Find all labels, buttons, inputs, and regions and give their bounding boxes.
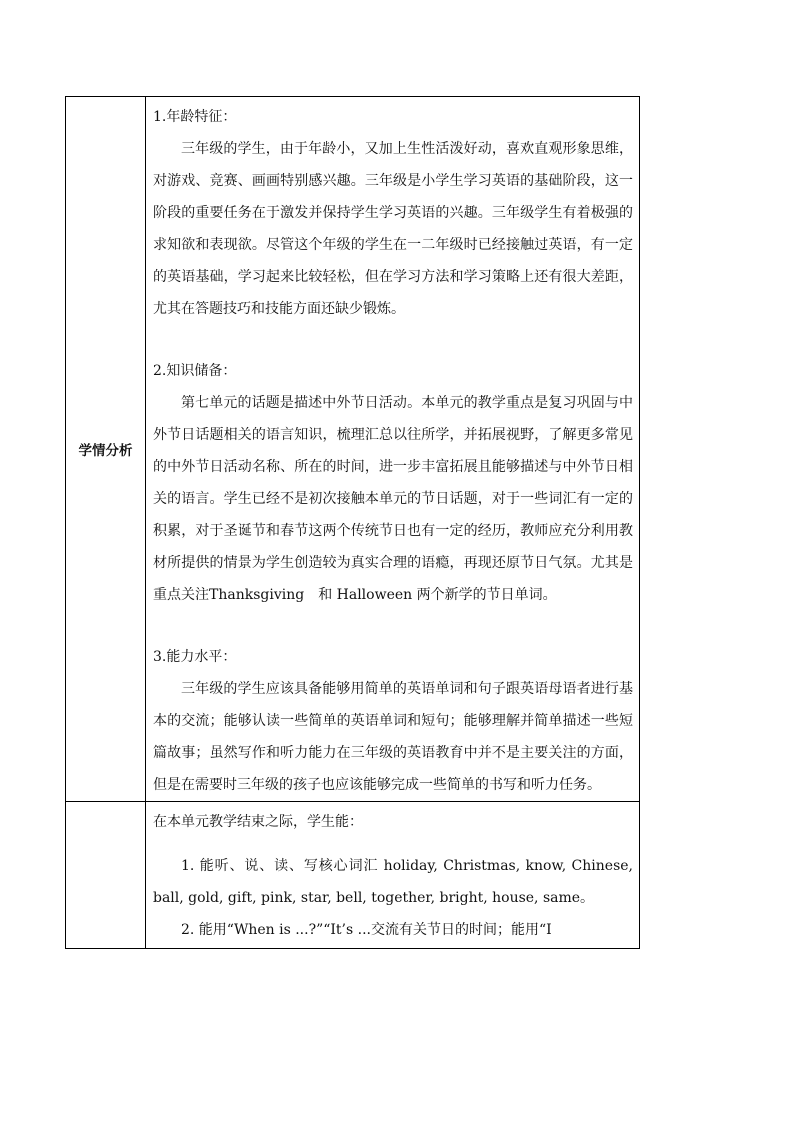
- section-title-ability: 3.能力水平：: [153, 649, 237, 665]
- objective-item-1: 1. 能听、说、读、写核心词汇 holiday, Christmas, know, Chinese, ball, gold, gift, pink, star, bell, together, bright, house, same。: [153, 858, 633, 906]
- section-title-knowledge: 2.知识储备：: [153, 363, 237, 379]
- table-row-objectives: [66, 802, 640, 949]
- objectives-content: [146, 802, 640, 949]
- lesson-plan-table: [65, 96, 640, 949]
- row-label-student-analysis: 学情分析: [66, 97, 146, 802]
- section-text-knowledge: 第七单元的话题是描述中外节日活动。本单元的教学重点是复习巩固与中外节日话题相关的语言知识，梳理汇总以往所学，并拓展视野，了解更多常见的中外节日活动名称、所在的时间，进一步丰富拓展且能够描述与中外节日相关的语言。学生已经不是初次接触本单元的节日话题，对于一些词汇有一定的积累，对于圣诞节和春节这两个传统节日也有一定的经历，教师应充分利用教材所提供的情景为学生创造较为真实合理的语瘾，再现还原节日气氛。尤其是重点关注Thanksgiving 和 Halloween 两个新学的节日单词。: [153, 395, 633, 603]
- row-label-objectives: [66, 802, 146, 949]
- section-text-age: 三年级的学生，由于年龄小，又加上生性活泼好动，喜欢直观形象思维，对游戏、竞赛、画画特别感兴趣。三年级是小学生学习英语的基础阶段，这一阶段的重要任务在于激发并保持学生学习英语的兴趣。三年级学生有着极强的求知欲和表现欲。尽管这个年级的学生在一二年级时已经接触过英语，有一定的英语基础，学习起来比较轻松，但在学习方法和学习策略上还有很大差距，尤其在答题技巧和技能方面还缺少锻炼。: [153, 141, 633, 317]
- student-analysis-content: [146, 97, 640, 802]
- objective-item-2: 2. 能用“When is ...?”“It’s ...交流有关节日的时间；能用“I: [181, 922, 552, 938]
- table-row-student-analysis: [66, 97, 640, 802]
- objectives-intro: 在本单元教学结束之际，学生能：: [153, 814, 363, 830]
- section-text-ability: 三年级的学生应该具备能够用简单的英语单词和句子跟英语母语者进行基本的交流；能够认读一些简单的英语单词和短句；能够理解并简单描述一些短篇故事；虽然写作和听力能力在三年级的英语教育中并不是主要关注的方面，但是在需要时三年级的孩子也应该能够完成一些简单的书写和听力任务。: [153, 681, 633, 793]
- section-title-age: 1.年龄特征：: [153, 109, 237, 125]
